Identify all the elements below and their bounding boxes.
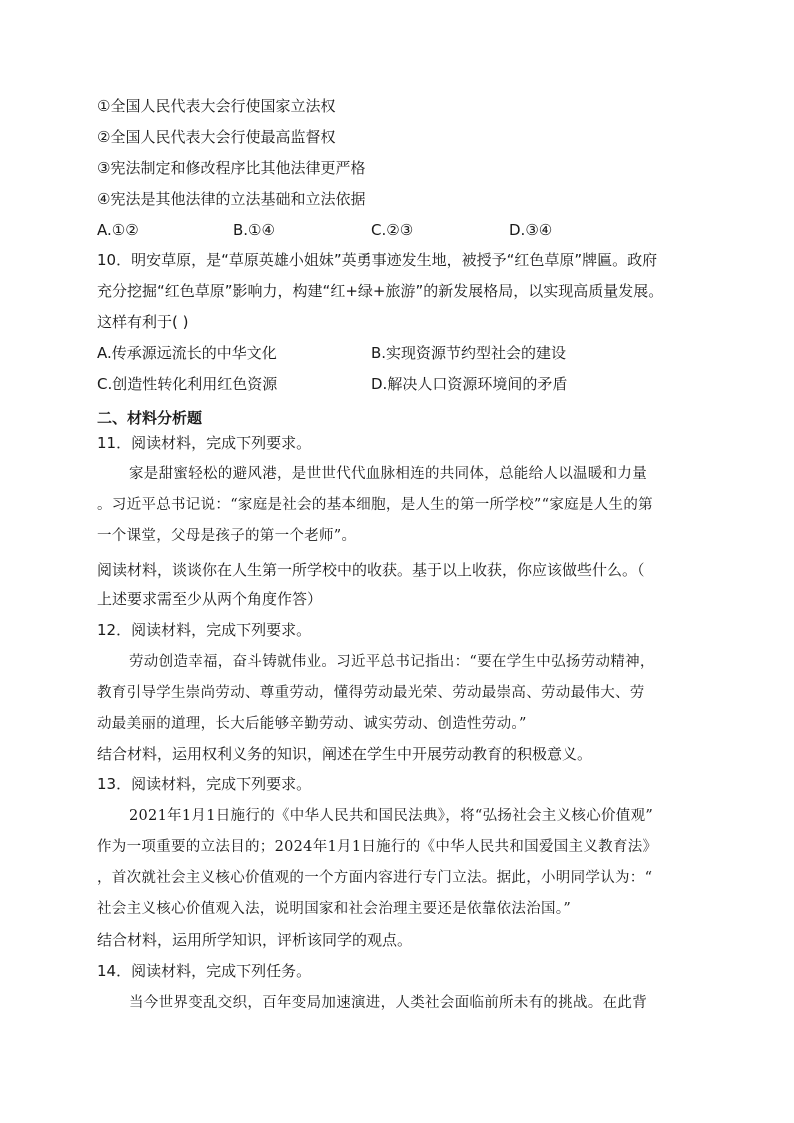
q9-option-b: B.①④ [233,221,275,239]
statement-4: ④宪法是其他法律的立法基础和立法依据 [97,190,366,208]
q11-prompt: 11．阅读材料，完成下列要求。 [97,434,312,452]
q13-material-line-3: ，首次就社会主义核心价值观的一个方面内容进行专门立法。据此，小明同学认为：“ [97,870,653,886]
section-title: 二、材料分析题 [97,409,203,427]
q12-prompt: 12．阅读材料，完成下列要求。 [97,621,312,639]
q13-material-line-4: 社会主义核心价值观入法，说明国家和社会治理主要还是依靠依法治国。” [97,901,572,917]
q14-material-line-1: 当今世界变乱交织，百年变局加速演进，人类社会面临前所未有的挑战。在此背 [129,995,647,1011]
q10-option-d: D.解决人口资源环境间的矛盾 [371,375,568,393]
q10-line-3: 这样有利于( ) [97,313,189,331]
q11-material-line-2: 。习近平总书记说：“家庭是社会的基本细胞，是人生的第一所学校”“家庭是人生的第 [97,497,653,513]
q13-material-line-2: 作为一项重要的立法目的；2024年1月1日施行的《中华人民共和国爱国主义教育法》 [97,839,658,855]
q12-material-line-1: 劳动创造幸福，奋斗铸就伟业。习近平总书记指出：“要在学生中弘扬劳动精神， [129,654,655,670]
q13-task: 结合材料，运用所学知识，评析该同学的观点。 [97,931,413,949]
q10-option-c: C.创造性转化利用红色资源 [97,375,278,393]
q10-option-b: B.实现资源节约型社会的建设 [371,344,567,362]
q10-line-1: 10．明安草原，是“草原英雄小姐妹”英勇事迹发生地，被授予“红色草原”牌匾。政府 [97,251,658,269]
q9-option-a: A.①② [97,221,139,239]
q10-line-2: 充分挖掘“红色草原”影响力，构建“红+绿+旅游”的新发展格局，以实现高质量发展。 [97,282,664,300]
q11-material-line-3: 一个课堂，父母是孩子的第一个老师”。 [97,528,357,544]
q11-task-line-2: 上述要求需至少从两个角度作答） [97,590,323,608]
q12-material-line-3: 动最美丽的道理，长大后能够辛勤劳动、诚实劳动、创造性劳动。” [97,716,527,732]
statement-3: ③宪法制定和修改程序比其他法律更严格 [97,159,366,177]
statement-2: ②全国人民代表大会行使最高监督权 [97,128,336,146]
q12-material-line-2: 教育引导学生崇尚劳动、尊重劳动，懂得劳动最光荣、劳动最崇高、劳动最伟大、劳 [97,685,645,701]
q13-prompt: 13．阅读材料，完成下列要求。 [97,775,312,793]
q11-task-line-1: 阅读材料，谈谈你在人生第一所学校中的收获。基于以上收获，你应该做些什么。（ [97,561,645,579]
q12-task: 结合材料，运用权利义务的知识，阐述在学生中开展劳动教育的积极意义。 [97,745,593,763]
q9-option-d: D.③④ [509,221,553,239]
q13-material-line-1: 2021年1月1日施行的《中华人民共和国民法典》，将“弘扬社会主义核心价值观” [129,808,654,824]
statement-1: ①全国人民代表大会行使国家立法权 [97,97,336,115]
q9-option-c: C.②③ [371,221,414,239]
q10-option-a: A.传承源远流长的中华文化 [97,344,277,362]
q11-material-line-1: 家是甜蜜轻松的避风港，是世世代代血脉相连的共同体，总能给人以温暖和力量 [129,466,647,482]
q14-prompt: 14．阅读材料，完成下列任务。 [97,962,312,980]
